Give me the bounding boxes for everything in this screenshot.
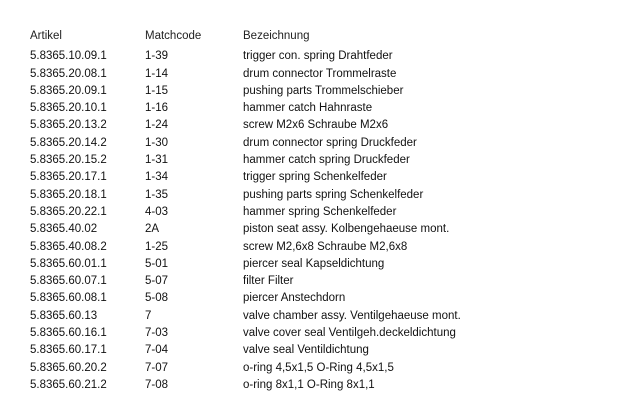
cell-artikel: 5.8365.60.08.1 [30, 292, 107, 305]
cell-bezeichnung: drum connector spring Druckfeder [243, 136, 417, 149]
cell-artikel: 5.8365.60.21.2 [30, 378, 107, 391]
table-header-row [30, 28, 523, 48]
cell-matchcode: 1-25 [145, 240, 169, 253]
table-row [30, 256, 523, 273]
cell-artikel: 5.8365.20.10.1 [30, 102, 107, 115]
cell-bezeichnung: pushing parts spring Schenkelfeder [243, 188, 424, 201]
cell-artikel: 5.8365.40.08.2 [30, 240, 107, 253]
table-row [30, 239, 523, 256]
cell-bezeichnung: o-ring 4,5x1,5 O-Ring 4,5x1,5 [243, 361, 394, 374]
cell-bezeichnung: valve seal Ventildichtung [243, 344, 369, 357]
cell-matchcode: 1-15 [145, 84, 169, 97]
table-row [30, 135, 523, 152]
cell-artikel: 5.8365.20.14.2 [30, 136, 107, 149]
cell-bezeichnung: valve chamber assy. Ventilgehaeuse mont. [243, 309, 461, 322]
table-row [30, 221, 523, 238]
header-bezeichnung: Bezeichnung [243, 30, 310, 42]
cell-matchcode: 1-30 [145, 136, 169, 149]
cell-matchcode: 5-01 [145, 257, 169, 270]
table-row [30, 204, 523, 221]
cell-artikel: 5.8365.60.20.2 [30, 361, 107, 374]
cell-artikel: 5.8365.60.13 [30, 309, 98, 322]
cell-artikel: 5.8365.20.09.1 [30, 84, 107, 97]
cell-artikel: 5.8365.60.16.1 [30, 327, 107, 340]
table-row [30, 377, 523, 394]
cell-artikel: 5.8365.20.17.1 [30, 171, 107, 184]
table-row [30, 290, 523, 307]
cell-matchcode: 1-16 [145, 102, 169, 115]
cell-artikel: 5.8365.20.13.2 [30, 119, 107, 132]
cell-bezeichnung: pushing parts Trommelschieber [243, 84, 404, 97]
cell-artikel: 5.8365.60.07.1 [30, 275, 107, 288]
table-row [30, 187, 523, 204]
table-row [30, 83, 523, 100]
cell-matchcode: 7-08 [145, 378, 169, 391]
cell-artikel: 5.8365.40.02 [30, 223, 98, 236]
cell-artikel: 5.8365.20.08.1 [30, 67, 107, 80]
header-artikel: Artikel [30, 30, 62, 42]
cell-matchcode: 1-39 [145, 50, 169, 63]
table-row [30, 169, 523, 186]
table-row [30, 308, 523, 325]
cell-bezeichnung: o-ring 8x1,1 O-Ring 8x1,1 [243, 378, 375, 391]
cell-bezeichnung: piercer seal Kapseldichtung [243, 257, 385, 270]
cell-matchcode: 5-08 [145, 292, 169, 305]
table-row [30, 325, 523, 342]
cell-bezeichnung: hammer catch spring Druckfeder [243, 154, 410, 167]
table-row [30, 48, 523, 65]
cell-bezeichnung: valve cover seal Ventilgeh.deckeldichtung [243, 327, 456, 340]
cell-matchcode: 7 [145, 309, 152, 322]
cell-artikel: 5.8365.60.01.1 [30, 257, 107, 270]
cell-matchcode: 1-34 [145, 171, 169, 184]
cell-matchcode: 4-03 [145, 205, 169, 218]
cell-bezeichnung: drum connector Trommelraste [243, 67, 397, 80]
cell-bezeichnung: screw M2x6 Schraube M2x6 [243, 119, 389, 132]
cell-matchcode: 7-03 [145, 327, 169, 340]
cell-bezeichnung: hammer catch Hahnraste [243, 102, 373, 115]
cell-bezeichnung: filter Filter [243, 275, 294, 288]
table-row [30, 117, 523, 134]
cell-bezeichnung: trigger con. spring Drahtfeder [243, 50, 393, 63]
cell-matchcode: 7-04 [145, 344, 169, 357]
cell-matchcode: 1-14 [145, 67, 169, 80]
cell-matchcode: 5-07 [145, 275, 169, 288]
table-row [30, 342, 523, 359]
table-row [30, 273, 523, 290]
cell-bezeichnung: trigger spring Schenkelfeder [243, 171, 387, 184]
table-row [30, 360, 523, 377]
cell-artikel: 5.8365.20.15.2 [30, 154, 107, 167]
table-row [30, 66, 523, 83]
cell-artikel: 5.8365.20.18.1 [30, 188, 107, 201]
cell-matchcode: 7-07 [145, 361, 169, 374]
table-row [30, 100, 523, 117]
cell-bezeichnung: hammer spring Schenkelfeder [243, 205, 397, 218]
cell-matchcode: 1-31 [145, 154, 169, 167]
cell-matchcode: 1-35 [145, 188, 169, 201]
cell-matchcode: 2A [145, 223, 160, 236]
parts-table-body [30, 48, 523, 394]
header-matchcode: Matchcode [145, 30, 202, 42]
cell-bezeichnung: piston seat assy. Kolbengehaeuse mont. [243, 223, 450, 236]
cell-artikel: 5.8365.20.22.1 [30, 205, 107, 218]
cell-bezeichnung: piercer Anstechdorn [243, 292, 346, 305]
parts-table [30, 28, 523, 394]
cell-bezeichnung: screw M2,6x8 Schraube M2,6x8 [243, 240, 408, 253]
cell-matchcode: 1-24 [145, 119, 169, 132]
cell-artikel: 5.8365.60.17.1 [30, 344, 107, 357]
cell-artikel: 5.8365.10.09.1 [30, 50, 107, 63]
table-row [30, 152, 523, 169]
